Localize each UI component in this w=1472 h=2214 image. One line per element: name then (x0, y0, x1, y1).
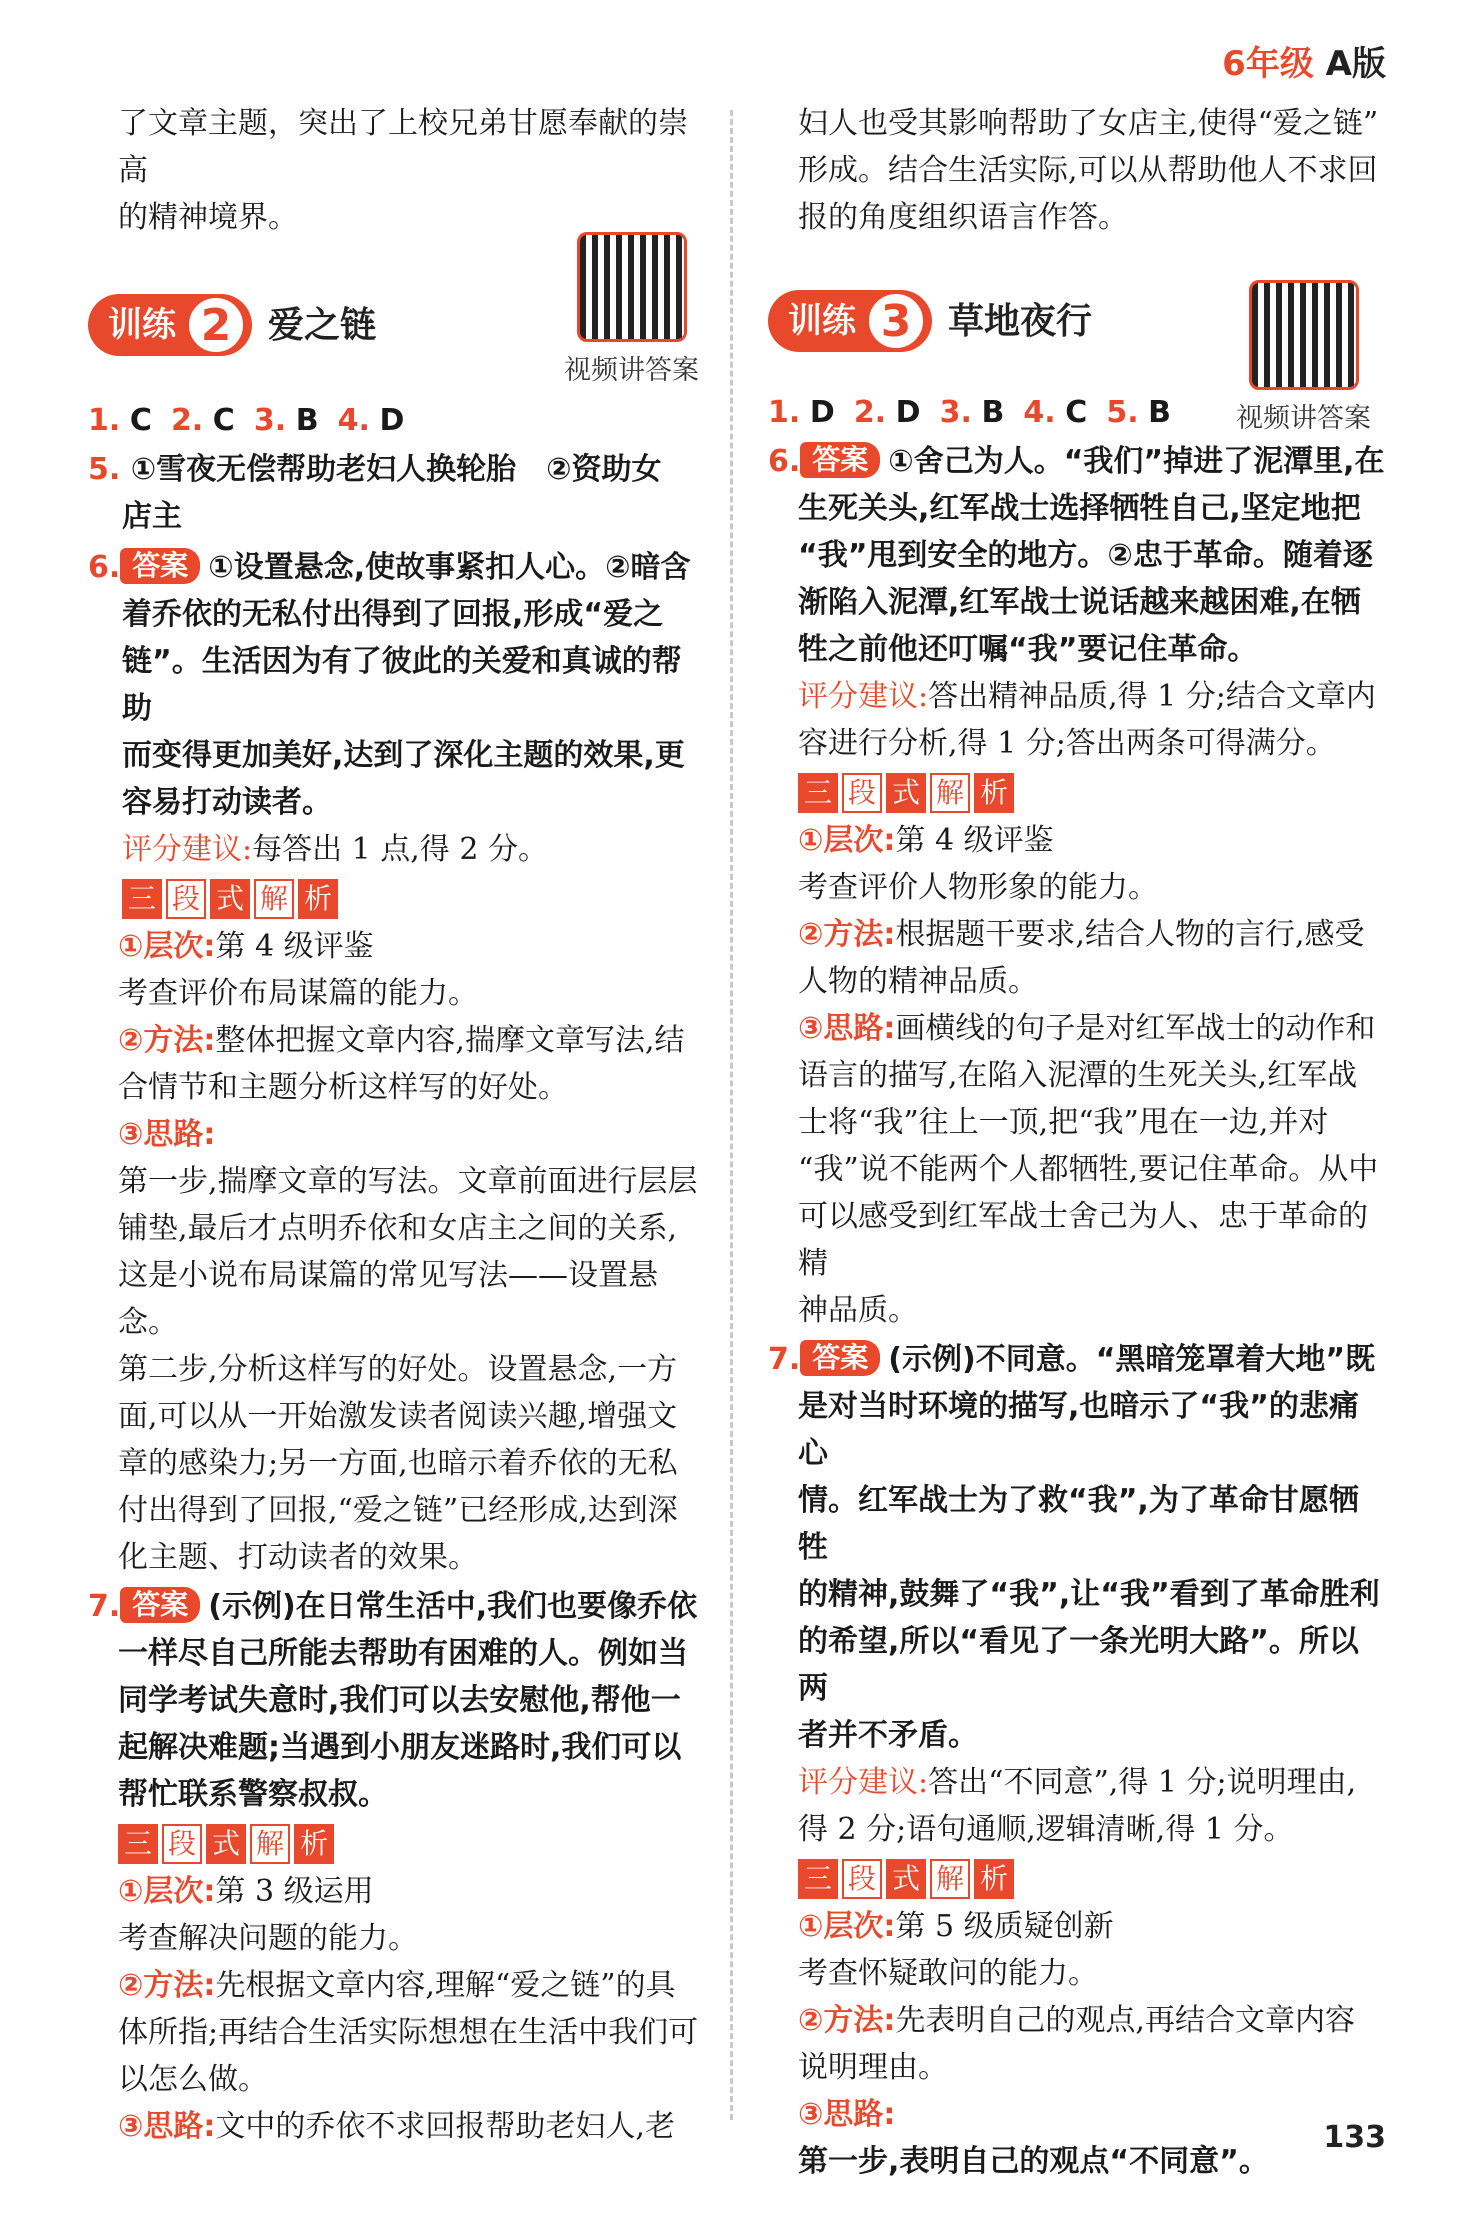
score-text: 答出“不同意”,得 1 分;说明理由, (928, 1765, 1357, 1800)
score-label: 评分建议: (122, 832, 253, 867)
level-text: 第 4 级评鉴 (215, 929, 374, 964)
answer-line: (示例)不同意。“黑暗笼罩着大地”既 (888, 1342, 1376, 1377)
method-label: ②方法: (118, 1023, 216, 1058)
training-title: 草地夜行 (948, 300, 1093, 342)
training-badge (768, 290, 932, 352)
intro-line: 的精神境界。 (118, 200, 298, 235)
answer-line: 生死关头,红军战士选择牺牲自己,坚定地把 (798, 491, 1361, 526)
q1-4-answers (88, 397, 708, 444)
page-number: 133 (1323, 2120, 1386, 2155)
level-desc: 考查怀疑敢问的能力。 (798, 1956, 1098, 1991)
answer-choice: C (1065, 395, 1088, 430)
grade-text: 6年级 (1222, 44, 1314, 84)
method-text: 合情节和主题分析这样写的好处。 (118, 1070, 568, 1105)
answer-line: 牲之前他还叮嘱“我”要记住革命。 (798, 632, 1258, 667)
method-text: 说明理由。 (798, 2050, 948, 2085)
analysis-banner (88, 879, 338, 919)
question-number: 7. (88, 1589, 121, 1624)
q6 (768, 438, 1388, 1334)
grade-label (1222, 36, 1386, 85)
method-text: 先表明自己的观点,再结合文章内容 (895, 2003, 1355, 2038)
level-text: 第 4 级评鉴 (895, 823, 1054, 858)
level-label: ①层次: (798, 823, 896, 858)
answer-choice: C (129, 403, 152, 438)
idea-line: 神品质。 (798, 1293, 918, 1328)
idea-line: 画横线的句子是对红军战士的动作和 (895, 1011, 1376, 1046)
level-text: 第 3 级运用 (215, 1874, 374, 1909)
answer-line: “我”甩到安全的地方。②忠于革命。随着逐 (798, 538, 1373, 573)
question-number: 6. (768, 444, 801, 479)
idea-line: 语言的描写,在陷入泥潭的生死关头,红军战 (798, 1058, 1358, 1093)
idea-line: “我”说不能两个人都牺牲,要记住革命。从中 (798, 1152, 1379, 1187)
answer-line: ①设置悬念,使故事紧扣人心。②暗含 (208, 550, 691, 585)
answer-line: 渐陷入泥潭,红军战士说话越来越困难,在牺 (798, 585, 1361, 620)
method-label: ②方法: (798, 2003, 896, 2038)
idea-line: 第一步,揣摩文章的写法。文章前面进行层层 (118, 1164, 698, 1199)
answer-choice: B (981, 395, 1005, 430)
answer-line: ①雪夜无偿帮助老妇人换轮胎 ②资助女 (130, 452, 662, 487)
q7 (768, 1336, 1388, 2185)
score-text: 答出精神品质,得 1 分;结合文章内 (928, 679, 1376, 714)
question-number: 2. (853, 395, 887, 430)
intro-line: 妇人也受其影响帮助了女店主,使得“爱之链” (798, 106, 1379, 141)
qr-caption: 视频讲答案 (1236, 403, 1371, 434)
analysis-char: 段 (842, 773, 882, 813)
answer-line: 情。红军战士为了救“我”,为了革命甘愿牺牲 (798, 1483, 1359, 1565)
analysis-banner (768, 773, 1014, 813)
method-text: 先根据文章内容,理解“爱之链”的具 (215, 1968, 676, 2003)
intro-line: 形成。结合生活实际,可以从帮助他人不求回 (798, 153, 1378, 188)
answer-line: 同学考试失意时,我们可以去安慰他,帮他一 (118, 1683, 681, 1718)
answer-choice: B (295, 403, 319, 438)
analysis-char: 段 (162, 1824, 202, 1864)
question-number: 4. (1023, 395, 1056, 430)
q6 (88, 544, 708, 1581)
method-text: 人物的精神品质。 (798, 964, 1038, 999)
analysis-char: 解 (930, 1859, 970, 1899)
score-text: 容进行分析,得 1 分;答出两条可得满分。 (798, 726, 1336, 761)
analysis-char: 三 (798, 1859, 838, 1899)
question-number: 3. (939, 395, 972, 430)
qr-code-left[interactable] (564, 232, 699, 387)
question-number: 1. (88, 403, 121, 438)
intro-line: 了文章主题，突出了上校兄弟甘愿奉献的崇高 (118, 106, 688, 188)
answer-line: 着乔依的无私付出得到了回报,形成“爱之 (122, 597, 664, 632)
training-title: 爱之链 (268, 304, 377, 346)
answer-line: 的希望,所以“看见了一条光明大路”。所以两 (798, 1624, 1359, 1706)
answer-line: 链”。生活因为有了彼此的关爱和真诚的帮助 (122, 644, 682, 726)
answer-badge: 答案 (120, 1587, 200, 1623)
method-label: ②方法: (798, 917, 896, 952)
analysis-char: 三 (122, 879, 162, 919)
idea-line: 化主题、打动读者的效果。 (118, 1540, 478, 1575)
idea-label: ③思路: (118, 1117, 216, 1152)
qr-code-icon (577, 232, 687, 342)
qr-caption: 视频讲答案 (564, 355, 699, 386)
score-text: 得 2 分;语句通顺,逻辑清晰,得 1 分。 (798, 1812, 1294, 1847)
answer-line: 帮忙联系警察叔叔。 (118, 1777, 388, 1812)
idea-line: 付出得到了回报,“爱之链”已经形成,达到深 (118, 1493, 678, 1528)
question-number: 1. (768, 395, 801, 430)
qr-code-icon (1249, 280, 1359, 390)
question-number: 5. (88, 452, 121, 487)
level-label: ①层次: (118, 1874, 216, 1909)
answer-line: 容易打动读者。 (122, 785, 332, 820)
method-text: 体所指;再结合生活实际想想在生活中我们可 (118, 2015, 699, 2050)
level-label: ①层次: (798, 1909, 896, 1944)
analysis-banner (768, 1859, 1014, 1899)
analysis-char: 段 (842, 1859, 882, 1899)
level-label: ①层次: (118, 929, 216, 964)
training-label: 训练 (788, 300, 856, 341)
question-number: 6. (88, 550, 121, 585)
analysis-char: 析 (294, 1824, 334, 1864)
answer-choice: D (895, 395, 921, 430)
version-text: A版 (1325, 44, 1386, 84)
answer-line: 店主 (122, 499, 182, 534)
analysis-banner (88, 1824, 334, 1864)
question-number: 3. (253, 403, 287, 438)
question-number: 4. (337, 403, 370, 438)
question-number: 5. (1106, 395, 1139, 430)
analysis-char: 析 (974, 1859, 1014, 1899)
level-desc: 考查解决问题的能力。 (118, 1921, 418, 1956)
idea-line: 第一步,表明自己的观点“不同意”。 (798, 2144, 1269, 2179)
method-text: 根据题干要求,结合人物的言行,感受 (895, 917, 1365, 952)
training-label: 训练 (108, 304, 176, 345)
answer-line: 者并不矛盾。 (798, 1718, 978, 1753)
level-desc: 考查评价布局谋篇的能力。 (118, 976, 478, 1011)
answer-line: 而变得更加美好,达到了深化主题的效果,更 (122, 738, 685, 773)
answer-choice: D (809, 395, 835, 430)
answer-line: 的精神,鼓舞了“我”,让“我”看到了革命胜利 (798, 1577, 1380, 1612)
answer-line: 是对当时环境的描写,也暗示了“我”的悲痛心 (798, 1389, 1359, 1471)
score-label: 评分建议: (798, 679, 929, 714)
analysis-char: 式 (206, 1824, 246, 1864)
idea-label: ③思路: (118, 2109, 216, 2144)
analysis-char: 式 (886, 773, 926, 813)
idea-label: ③思路: (798, 2097, 896, 2132)
answer-choice: C (212, 403, 235, 438)
answer-choice: D (379, 403, 405, 438)
analysis-char: 解 (254, 879, 294, 919)
analysis-char: 式 (886, 1859, 926, 1899)
idea-line: 第二步,分析这样写的好处。设置悬念,一方 (118, 1352, 678, 1387)
analysis-char: 析 (974, 773, 1014, 813)
analysis-char: 式 (210, 879, 250, 919)
training-number: 2 (186, 295, 246, 355)
method-text: 整体把握文章内容,揣摩文章写法,结 (215, 1023, 685, 1058)
method-text: 以怎么做。 (118, 2062, 268, 2097)
training-number: 3 (866, 291, 926, 351)
method-label: ②方法: (118, 1968, 216, 2003)
qr-code-right[interactable] (1236, 280, 1371, 435)
answer-line: 起解决难题;当遇到小朋友迷路时,我们可以 (118, 1730, 682, 1765)
analysis-char: 析 (298, 879, 338, 919)
answer-choice: B (1148, 395, 1172, 430)
analysis-char: 解 (930, 773, 970, 813)
answer-line: ①舍己为人。“我们”掉进了泥潭里,在 (888, 444, 1385, 479)
idea-line: 铺垫,最后才点明乔依和女店主之间的关系, (118, 1211, 678, 1246)
answer-badge: 答案 (120, 548, 200, 584)
question-number: 2. (170, 403, 204, 438)
idea-line: 面,可以从一开始激发读者阅读兴趣,增强文 (118, 1399, 678, 1434)
answer-badge: 答案 (800, 442, 880, 478)
idea-line: 士将“我”往上一顶,把“我”甩在一边,并对 (798, 1105, 1329, 1140)
analysis-char: 三 (118, 1824, 158, 1864)
q7 (88, 1583, 708, 2150)
analysis-char: 解 (250, 1824, 290, 1864)
idea-line: 这是小说布局谋篇的常见写法——设置悬念。 (118, 1258, 658, 1340)
idea-line: 可以感受到红军战士舍己为人、忠于革命的精 (798, 1199, 1368, 1281)
idea-line: 文中的乔依不求回报帮助老妇人,老 (215, 2109, 675, 2144)
score-text: 每答出 1 点,得 2 分。 (252, 832, 548, 867)
column-divider (730, 110, 733, 2120)
answer-line: (示例)在日常生活中,我们也要像乔依 (208, 1589, 698, 1624)
question-number: 7. (768, 1342, 801, 1377)
intro-line: 报的角度组织语言作答。 (798, 200, 1128, 235)
left-column (88, 100, 708, 2150)
idea-line: 章的感染力;另一方面,也暗示着乔依的无私 (118, 1446, 678, 1481)
training-badge (88, 294, 252, 356)
q5 (88, 446, 708, 540)
answer-badge: 答案 (800, 1340, 880, 1376)
answer-line: 一样尽自己所能去帮助有困难的人。例如当 (118, 1636, 688, 1671)
level-text: 第 5 级质疑创新 (895, 1909, 1114, 1944)
analysis-char: 段 (166, 879, 206, 919)
score-label: 评分建议: (798, 1765, 929, 1800)
level-desc: 考查评价人物形象的能力。 (798, 870, 1158, 905)
idea-label: ③思路: (798, 1011, 896, 1046)
analysis-char: 三 (798, 773, 838, 813)
